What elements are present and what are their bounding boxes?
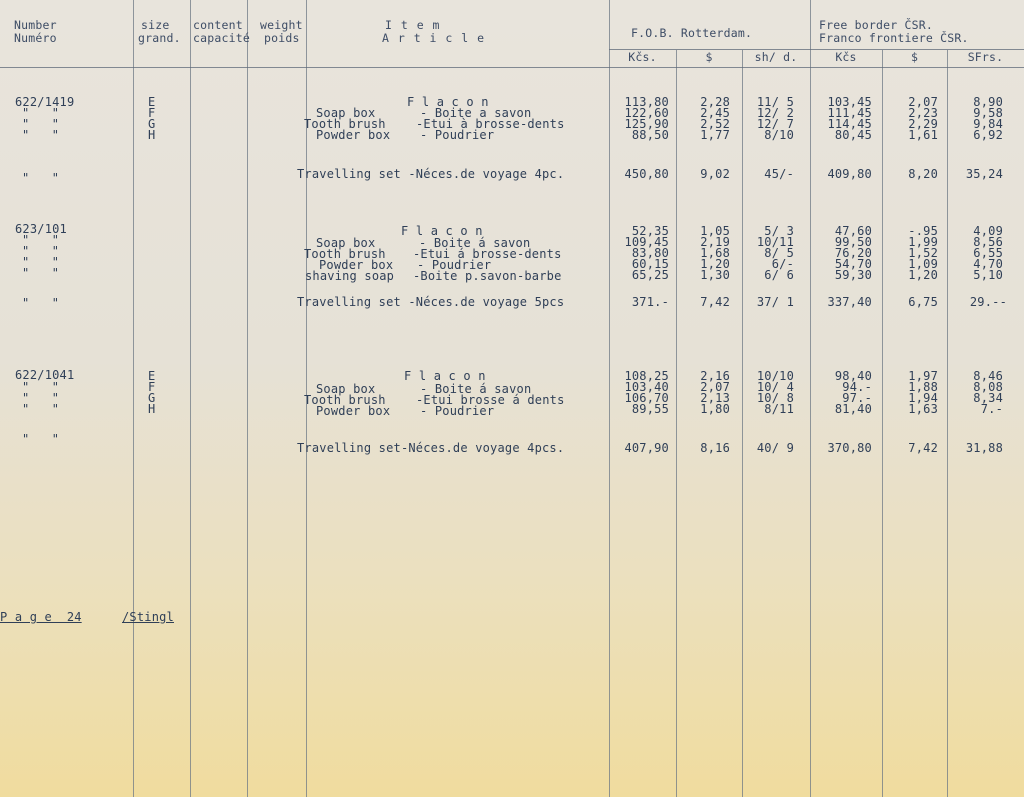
price-kcs: 83,80: [631, 246, 669, 260]
item-name-en: Powder box: [319, 258, 394, 272]
price-kcs2: 370,80: [827, 441, 872, 455]
price-kcs: 109,45: [624, 235, 669, 249]
price-usd: 2,19: [700, 235, 730, 249]
price-usd: 9,02: [700, 167, 730, 181]
item-name-fr: - Boite á savon: [420, 382, 532, 396]
price-shd: 37/ 1: [756, 295, 794, 309]
header-size: size: [141, 18, 170, 32]
header-kcs: Kčs.: [628, 50, 657, 64]
item-name-fr: - Poudrier: [420, 128, 495, 142]
price-sfrs: 29.--: [969, 295, 1007, 309]
column-rule: [247, 0, 248, 797]
price-sfrs: 9,58: [973, 106, 1003, 120]
price-usd: 1,30: [700, 268, 730, 282]
price-kcs: 103,40: [624, 380, 669, 394]
price-usd: 1,77: [700, 128, 730, 142]
price-kcs2: 103,45: [827, 95, 872, 109]
header-usd: $: [705, 50, 713, 64]
price-usd2: 1,09: [908, 257, 938, 271]
price-kcs2: 94.-: [842, 380, 872, 394]
price-kcs2: 80,45: [834, 128, 872, 142]
set-label: Travelling set-Néces.de voyage 4pcs.: [297, 441, 565, 455]
price-sfrs: 4,09: [973, 224, 1003, 238]
price-sfrs: 8,08: [973, 380, 1003, 394]
header-poids: poids: [264, 31, 300, 45]
ditto-mark: " ": [22, 244, 60, 258]
item-number: 623/101: [15, 222, 67, 236]
set-label: Travelling set -Néces.de voyage 4pc.: [297, 167, 565, 181]
header-kcs2: Kčs: [835, 50, 857, 64]
header-rule: [0, 67, 1024, 68]
price-usd: 1,80: [700, 402, 730, 416]
price-usd2: 1,20: [908, 268, 938, 282]
item-name-fr: - Poudrier: [420, 404, 495, 418]
header-rule: [609, 49, 1024, 50]
header-sfrs: SFrs.: [967, 50, 1004, 64]
header-usd2: $: [910, 50, 919, 64]
price-usd: 1,20: [700, 257, 730, 271]
item-name-fr: - Poudrier: [417, 258, 492, 272]
price-sfrs: 31,88: [965, 441, 1003, 455]
header-shd: sh/ d.: [754, 50, 798, 64]
price-sfrs: 8,56: [973, 235, 1003, 249]
price-usd: 2,07: [700, 380, 730, 394]
price-shd: 10/ 4: [756, 380, 794, 394]
price-shd: 5/ 3: [764, 224, 794, 238]
flacon-label: F l a c o n: [407, 95, 489, 109]
price-shd: 8/10: [764, 128, 794, 142]
price-usd: 1,05: [700, 224, 730, 238]
price-kcs: 122,60: [624, 106, 669, 120]
ditto-mark: " ": [22, 171, 60, 185]
price-usd2: 1,63: [908, 402, 938, 416]
price-kcs: 113,80: [624, 95, 669, 109]
set-label: Travelling set -Néces.de voyage 5pcs: [297, 295, 565, 309]
flacon-label: F l a c o n: [404, 369, 486, 383]
ditto-mark: " ": [22, 128, 60, 142]
ditto-mark: " ": [22, 296, 60, 310]
price-sfrs: 8,90: [973, 95, 1003, 109]
header-franco: Franco frontiere ČSR.: [819, 31, 969, 45]
price-kcs: 88,50: [631, 128, 669, 142]
price-kcs2: 47,60: [834, 224, 872, 238]
price-kcs2: 409,80: [827, 167, 872, 181]
price-kcs: 125,90: [624, 117, 669, 131]
item-name-en: Powder box: [316, 128, 391, 142]
price-sfrs: 4,70: [973, 257, 1003, 271]
ditto-mark: " ": [22, 106, 60, 120]
header-numero: Numéro: [14, 31, 57, 45]
item-name-fr: -Etui brosse á dents: [416, 393, 565, 407]
header-fob: F.O.B. Rotterdam.: [631, 26, 753, 40]
item-name-fr: - Boite á savon: [419, 236, 531, 250]
column-rule: [676, 50, 677, 797]
ditto-mark: " ": [22, 380, 60, 394]
price-kcs: 65,25: [631, 268, 669, 282]
price-sfrs: 35,24: [965, 167, 1003, 181]
price-kcs: 89,55: [631, 402, 669, 416]
price-usd: 2,16: [700, 369, 730, 383]
price-shd: 12/ 7: [756, 117, 794, 131]
price-usd: 8,16: [700, 441, 730, 455]
price-shd: 8/ 5: [764, 246, 794, 260]
price-shd: 10/11: [756, 235, 794, 249]
price-kcs2: 114,45: [827, 117, 872, 131]
price-usd: 2,52: [700, 117, 730, 131]
price-usd2: 1,52: [908, 246, 938, 260]
price-shd: 6/-: [771, 257, 794, 271]
price-kcs2: 99,50: [834, 235, 872, 249]
header-free-border: Free border ČSR.: [819, 18, 933, 32]
item-name-en: Powder box: [316, 404, 391, 418]
price-kcs2: 337,40: [827, 295, 872, 309]
price-kcs2: 54,70: [834, 257, 872, 271]
price-sfrs: 8,34: [973, 391, 1003, 405]
item-number: 622/1419: [15, 95, 75, 109]
item-name-en: Soap box: [316, 382, 376, 396]
ditto-mark: " ": [22, 117, 60, 131]
column-rule: [133, 0, 134, 797]
price-usd2: -.95: [908, 224, 938, 238]
header-capacite: capacité: [193, 31, 250, 45]
price-usd: 2,13: [700, 391, 730, 405]
price-sfrs: 6,55: [973, 246, 1003, 260]
price-kcs: 371.-: [631, 295, 669, 309]
price-kcs2: 76,20: [834, 246, 872, 260]
price-shd: 45/-: [764, 167, 794, 181]
header-item: I t e m: [385, 18, 441, 32]
price-kcs: 60,15: [631, 257, 669, 271]
column-rule: [190, 0, 191, 797]
price-sfrs: 7.-: [980, 402, 1003, 416]
price-usd2: 8,20: [908, 167, 938, 181]
size-code: H: [148, 402, 156, 416]
header-grand: grand.: [138, 31, 181, 45]
size-code: F: [148, 106, 156, 120]
price-usd2: 7,42: [908, 441, 938, 455]
price-usd2: 6,75: [908, 295, 938, 309]
price-usd2: 1,94: [908, 391, 938, 405]
price-kcs: 108,25: [624, 369, 669, 383]
ditto-mark: " ": [22, 233, 60, 247]
price-shd: 10/10: [756, 369, 794, 383]
page-number: P a g e 24: [0, 610, 82, 624]
ditto-mark: " ": [22, 391, 60, 405]
price-usd2: 1,97: [908, 369, 938, 383]
ditto-mark: " ": [22, 255, 60, 269]
column-rule: [742, 50, 743, 797]
header-content: content: [193, 18, 243, 32]
item-name-en: Soap box: [316, 106, 376, 120]
ditto-mark: " ": [22, 402, 60, 416]
price-usd2: 2,07: [908, 95, 938, 109]
price-kcs: 52,35: [631, 224, 669, 238]
author-initials: /Stingl: [122, 610, 174, 624]
price-kcs: 450,80: [624, 167, 669, 181]
price-kcs: 106,70: [624, 391, 669, 405]
price-shd: 10/ 8: [756, 391, 794, 405]
ditto-mark: " ": [22, 266, 60, 280]
price-sfrs: 9,84: [973, 117, 1003, 131]
column-rule: [947, 50, 948, 797]
price-shd: 12/ 2: [756, 106, 794, 120]
price-kcs2: 98,40: [834, 369, 872, 383]
price-usd2: 1,99: [908, 235, 938, 249]
price-usd2: 2,23: [908, 106, 938, 120]
column-rule: [882, 50, 883, 797]
price-sfrs: 6,92: [973, 128, 1003, 142]
price-kcs2: 59,30: [834, 268, 872, 282]
header-number: Number: [14, 18, 57, 32]
price-usd: 7,42: [700, 295, 730, 309]
item-number: 622/1041: [15, 368, 75, 382]
price-shd: 8/11: [764, 402, 794, 416]
item-name-en: Soap box: [316, 236, 376, 250]
header-article: A r t i c l e: [382, 31, 486, 45]
size-code: G: [148, 391, 156, 405]
size-code: E: [148, 369, 156, 383]
price-sfrs: 8,46: [973, 369, 1003, 383]
price-shd: 11/ 5: [756, 95, 794, 109]
price-kcs2: 81,40: [834, 402, 872, 416]
price-kcs: 407,90: [624, 441, 669, 455]
header-weight: weight: [260, 18, 303, 32]
item-name-fr: -Boite p.savon-barbe: [413, 269, 562, 283]
price-shd: 40/ 9: [756, 441, 794, 455]
item-name-en: Tooth brush: [304, 247, 386, 261]
item-name-fr: -Etui á brosse-dents: [413, 247, 562, 261]
price-sfrs: 5,10: [973, 268, 1003, 282]
price-kcs2: 111,45: [827, 106, 872, 120]
item-name-en: Tooth brush: [304, 393, 386, 407]
item-name-en: shaving soap: [305, 269, 395, 283]
item-name-en: Tooth brush: [304, 117, 386, 131]
size-code: H: [148, 128, 156, 142]
price-usd: 2,28: [700, 95, 730, 109]
price-usd2: 1,61: [908, 128, 938, 142]
flacon-label: F l a c o n: [401, 224, 483, 238]
size-code: G: [148, 117, 156, 131]
price-usd2: 2,29: [908, 117, 938, 131]
price-kcs2: 97.-: [842, 391, 872, 405]
size-code: F: [148, 380, 156, 394]
item-name-fr: -Etui à brosse-dents: [416, 117, 565, 131]
size-code: E: [148, 95, 156, 109]
price-usd: 1,68: [700, 246, 730, 260]
price-usd2: 1,88: [908, 380, 938, 394]
ditto-mark: " ": [22, 432, 60, 446]
price-shd: 6/ 6: [764, 268, 794, 282]
price-usd: 2,45: [700, 106, 730, 120]
item-name-fr: - Boite a savon: [420, 106, 532, 120]
